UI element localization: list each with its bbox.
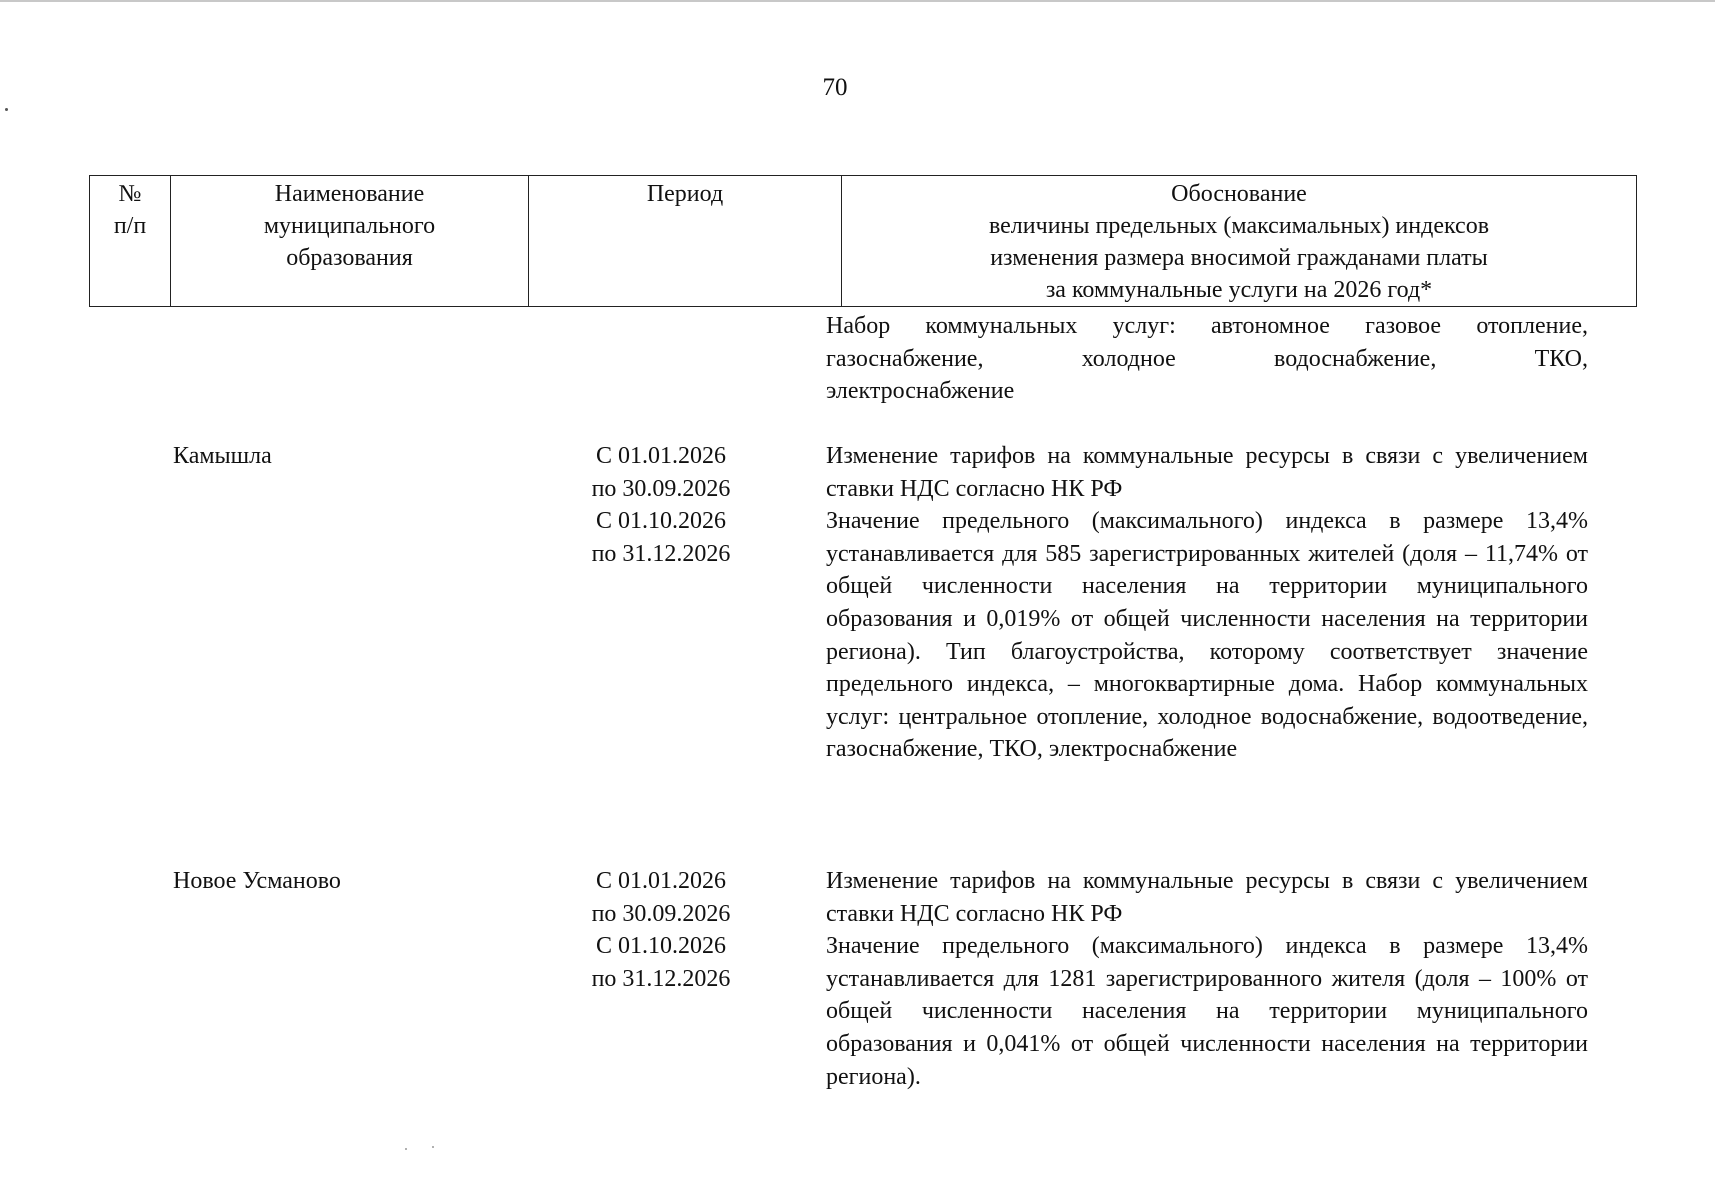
header-basis-column: Обоснование величины предельных (максимальных) индексов изменения размера вносимой гражданами платы за коммунальные услуги на 2026 год* (842, 176, 1637, 307)
continuation-line: газоснабжение, холодное водоснабжение, ТКО, (826, 345, 1588, 372)
header-period-column: Период (529, 176, 842, 307)
row-basis-paragraph: Значение предельного (максимального) индекса в размере 13,4% устанавливается для 585 зарегистрированных жителей (доля – 11,74% от общей численности населения на территории муниципального образования и 0,019% от общей численности населения на территории региона). Тип благоустройства, которому соответствует значение предельного индекса, – многоквартирные дома. Набор коммунальных услуг: центральное отопление, холодное водоснабжение, водоотведение, газоснабжение, ТКО, электроснабжение (826, 508, 1588, 763)
scan-speck (405, 1148, 407, 1150)
continuation-line: электроснабжение (826, 378, 1015, 405)
row-basis-paragraph: Изменение тарифов на коммунальные ресурсы в связи с увеличением ставки НДС согласно НК РФ (826, 868, 1588, 927)
header-number-column: № п/п (90, 176, 171, 307)
continuation-line: Набор коммунальных услуг: автономное газовое отопление, (826, 313, 1588, 339)
header-municipality-column: Наименование муниципального образования (171, 176, 529, 307)
row-municipality-name: Новое Усманово (173, 868, 341, 894)
row-municipality-name: Камышла (173, 443, 272, 469)
row-period: С 01.01.2026 по 30.09.2026 С 01.10.2026 по 31.12.2026 (591, 868, 731, 992)
row-basis-paragraph: Изменение тарифов на коммунальные ресурсы в связи с увеличением ставки НДС согласно НК РФ (826, 443, 1588, 502)
table-header (89, 175, 1637, 307)
row-basis (826, 865, 1588, 1093)
row-basis (826, 440, 1588, 766)
scan-speck (5, 108, 8, 111)
row-basis-paragraph: Значение предельного (максимального) индекса в размере 13,4% устанавливается для 1281 зарегистрированного жителя (доля – 100% от общей численности населения на территории муниципального образования и 0,041% от общей численности населения на территории региона). (826, 933, 1588, 1090)
page-number: 70 (822, 74, 848, 101)
scan-speck (432, 1146, 434, 1148)
scan-edge (0, 0, 1715, 2)
continuation-text (826, 310, 1588, 408)
row-period: С 01.01.2026 по 30.09.2026 С 01.10.2026 по 31.12.2026 (591, 443, 731, 567)
